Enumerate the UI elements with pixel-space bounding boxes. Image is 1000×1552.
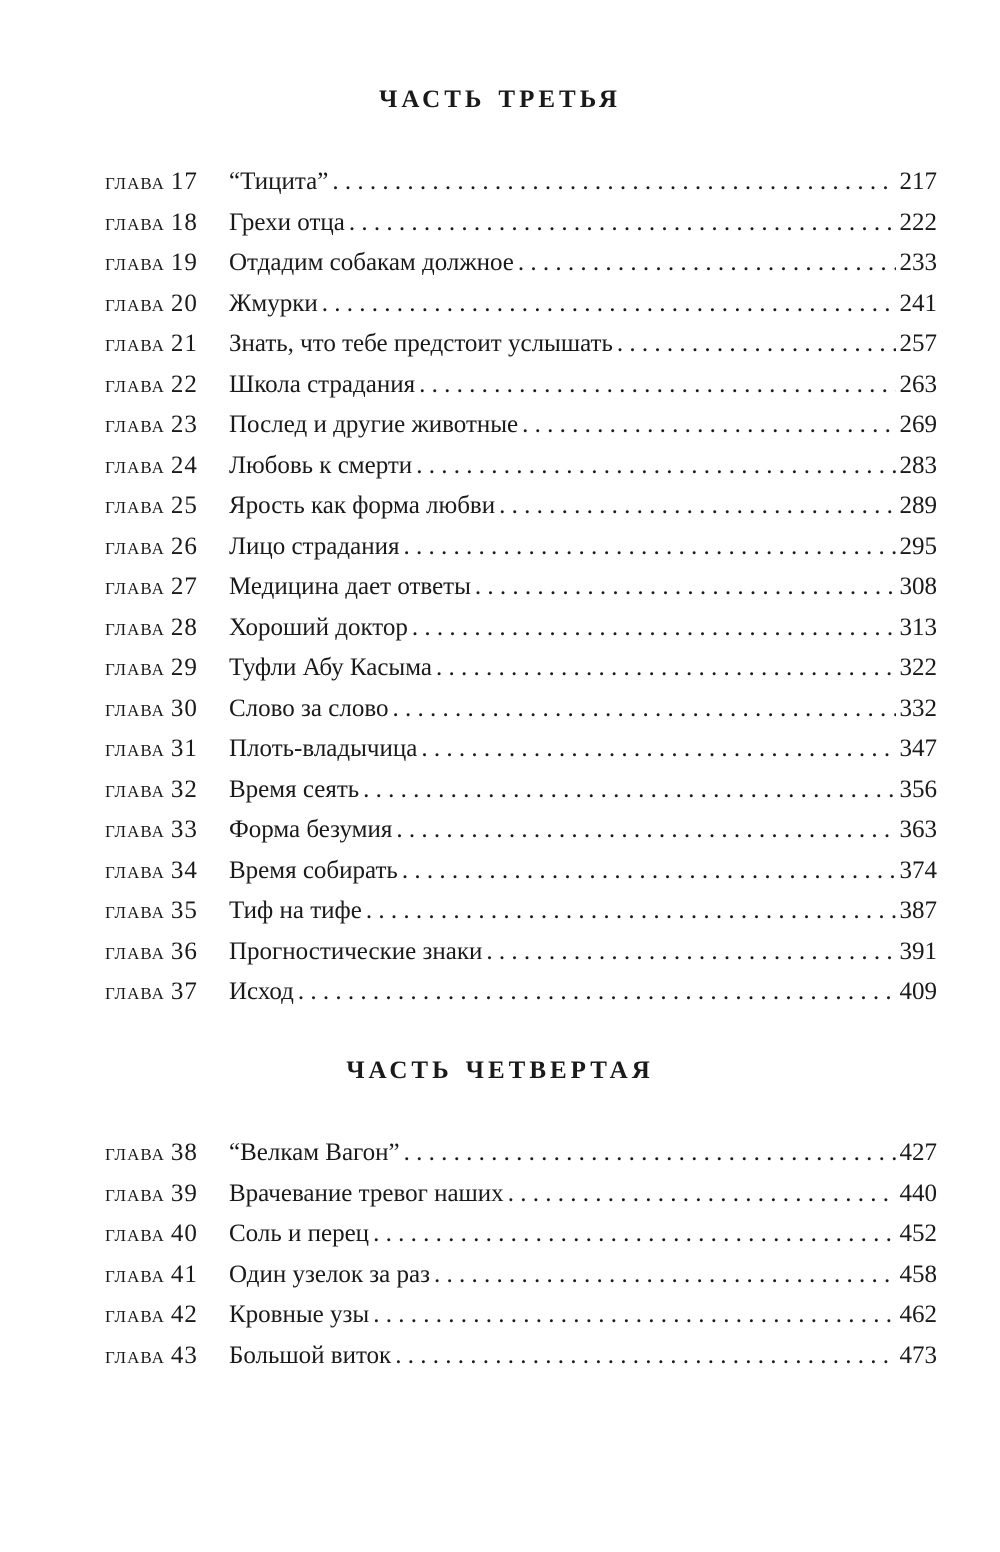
chapter-label: глава 27 [105, 573, 198, 600]
dot-leader [366, 891, 896, 932]
chapter-label: глава 21 [105, 330, 198, 357]
chapter-title: Соль и перец [229, 1220, 370, 1247]
chapter-title: Большой виток [229, 1341, 392, 1369]
page-number: 356 [899, 775, 937, 803]
toc-entry[interactable] [105, 486, 937, 527]
toc-entry[interactable] [105, 324, 937, 365]
dot-leader [419, 365, 895, 406]
page-number: 462 [899, 1301, 937, 1328]
page-number: 289 [899, 492, 937, 519]
toc-entry[interactable] [105, 851, 937, 892]
page-number: 458 [899, 1260, 937, 1288]
chapter-label: глава 35 [105, 897, 198, 924]
chapter-label: глава 36 [105, 937, 198, 965]
toc-entry[interactable] [105, 1133, 937, 1174]
dot-leader [436, 648, 896, 689]
chapter-title: “Тицита” [229, 168, 329, 195]
chapter-title: Любовь к смерти [229, 451, 413, 479]
chapter-title: Ярость как форма любви [229, 492, 496, 519]
page-number: 409 [899, 978, 937, 1005]
chapter-title: Знать, что тебе предстоит услышать [229, 330, 613, 357]
chapter-label: глава 18 [105, 208, 198, 236]
chapter-label: глава 37 [105, 978, 198, 1005]
dot-leader [421, 729, 895, 770]
dot-leader [475, 567, 896, 608]
toc-entry[interactable] [105, 810, 937, 851]
chapter-title: Слово за слово [229, 694, 389, 722]
chapter-title: Школа страдания [229, 370, 416, 398]
toc-entry[interactable] [105, 162, 937, 203]
chapter-title: Исход [229, 978, 294, 1005]
toc-entry[interactable] [105, 567, 937, 608]
page-number: 257 [899, 330, 937, 357]
toc-entry[interactable] [105, 1295, 937, 1336]
chapter-title: Послед и другие животные [229, 411, 519, 438]
chapter-title: Плоть-владычица [229, 735, 418, 762]
page-number: 374 [899, 856, 937, 884]
toc-entry[interactable] [105, 1214, 937, 1255]
page-number: 283 [899, 451, 937, 479]
dot-leader [298, 972, 896, 1013]
dot-leader [373, 1295, 895, 1336]
chapter-label: глава 32 [105, 775, 198, 803]
chapter-label: глава 41 [105, 1260, 198, 1288]
page-number: 363 [899, 816, 937, 843]
toc-entry[interactable] [105, 446, 937, 487]
chapter-title: Один узелок за раз [229, 1260, 430, 1288]
chapter-title: Форма безумия [229, 816, 393, 843]
chapter-title: Прогностические знаки [229, 937, 483, 965]
chapter-title: Грехи отца [229, 208, 345, 236]
chapter-label: глава 40 [105, 1220, 198, 1247]
toc-entry[interactable] [105, 891, 937, 932]
page-number: 295 [899, 532, 937, 560]
dot-leader [396, 810, 895, 851]
chapter-title: Лицо страдания [229, 532, 400, 560]
chapter-label: глава 38 [105, 1139, 198, 1166]
page-number: 391 [899, 937, 937, 965]
page-number: 308 [899, 573, 937, 600]
chapter-label: глава 34 [105, 856, 198, 884]
chapter-label: глава 42 [105, 1301, 198, 1328]
toc-entry[interactable] [105, 527, 937, 568]
chapter-title: Медицина дает ответы [229, 573, 471, 600]
dot-leader [403, 527, 895, 568]
chapter-title: Кровные узы [229, 1301, 370, 1328]
page-number: 440 [899, 1179, 937, 1207]
page-number: 217 [899, 168, 937, 195]
toc-entry[interactable] [105, 972, 937, 1013]
dot-leader [373, 1214, 895, 1255]
page-number: 313 [899, 613, 937, 641]
part-four-heading: часть четвертая [346, 1046, 654, 1086]
dot-leader [434, 1255, 896, 1296]
chapter-title: Время собирать [229, 856, 398, 884]
page-number: 347 [899, 735, 937, 762]
dot-leader [349, 203, 896, 244]
page-number: 233 [899, 249, 937, 276]
page-number: 427 [899, 1139, 937, 1166]
chapter-title: Тиф на тифе [229, 897, 362, 924]
dot-leader [416, 446, 895, 487]
page-number: 322 [899, 654, 937, 681]
chapter-title: Туфли Абу Касыма [229, 654, 432, 681]
toc-entry[interactable] [105, 243, 937, 284]
chapter-title: Время сеять [229, 775, 360, 803]
dot-leader [508, 1174, 896, 1215]
chapter-title: Отдадим собакам должное [229, 249, 514, 276]
chapter-label: глава 19 [105, 249, 198, 276]
dot-leader [404, 1133, 896, 1174]
dot-leader [332, 162, 895, 203]
part-three-chapter-list [105, 162, 937, 1013]
page-number: 222 [899, 208, 937, 236]
toc-entry[interactable] [105, 405, 937, 446]
page-number: 241 [899, 289, 937, 317]
chapter-label: глава 33 [105, 816, 198, 843]
dot-leader [363, 770, 895, 811]
page-number: 452 [899, 1220, 937, 1247]
dot-leader [392, 689, 895, 730]
toc-entry[interactable] [105, 1255, 937, 1296]
dot-leader [322, 284, 896, 325]
chapter-label: глава 24 [105, 451, 198, 479]
dot-leader [412, 608, 896, 649]
part-three-heading: часть третья [379, 75, 621, 115]
dot-leader [518, 243, 896, 284]
dot-leader [522, 405, 895, 446]
page-number: 332 [899, 694, 937, 722]
toc-entry[interactable] [105, 648, 937, 689]
chapter-label: глава 39 [105, 1179, 198, 1207]
page-number: 387 [899, 897, 937, 924]
toc-entry[interactable] [105, 284, 937, 325]
toc-entry[interactable] [105, 770, 937, 811]
dot-leader [617, 324, 896, 365]
chapter-label: глава 22 [105, 370, 198, 398]
toc-entry[interactable] [105, 1174, 937, 1215]
toc-entry[interactable] [105, 608, 937, 649]
chapter-label: глава 23 [105, 411, 198, 438]
dot-leader [402, 851, 896, 892]
chapter-label: глава 17 [105, 168, 198, 195]
chapter-title: Жмурки [229, 289, 318, 317]
dot-leader [486, 932, 895, 973]
page-number: 473 [899, 1341, 937, 1369]
page-number: 263 [899, 370, 937, 398]
chapter-label: глава 26 [105, 532, 198, 560]
toc-entry[interactable] [105, 932, 937, 973]
chapter-label: глава 25 [105, 492, 198, 519]
chapter-label: глава 20 [105, 289, 198, 317]
toc-entry[interactable] [105, 203, 937, 244]
toc-entry[interactable] [105, 365, 937, 406]
chapter-label: глава 30 [105, 694, 198, 722]
chapter-label: глава 43 [105, 1341, 198, 1369]
chapter-label: глава 29 [105, 654, 198, 681]
dot-leader [395, 1336, 895, 1377]
toc-entry[interactable] [105, 689, 937, 730]
chapter-title: “Велкам Вагон” [229, 1139, 400, 1166]
chapter-label: глава 28 [105, 613, 198, 641]
dot-leader [499, 486, 895, 527]
chapter-label: глава 31 [105, 735, 198, 762]
chapter-title: Врачевание тревог наших [229, 1179, 504, 1207]
toc-entry[interactable] [105, 729, 937, 770]
toc-entry[interactable] [105, 1336, 937, 1377]
chapter-title: Хороший доктор [229, 613, 408, 641]
part-four-chapter-list [105, 1133, 937, 1376]
page-number: 269 [899, 411, 937, 438]
